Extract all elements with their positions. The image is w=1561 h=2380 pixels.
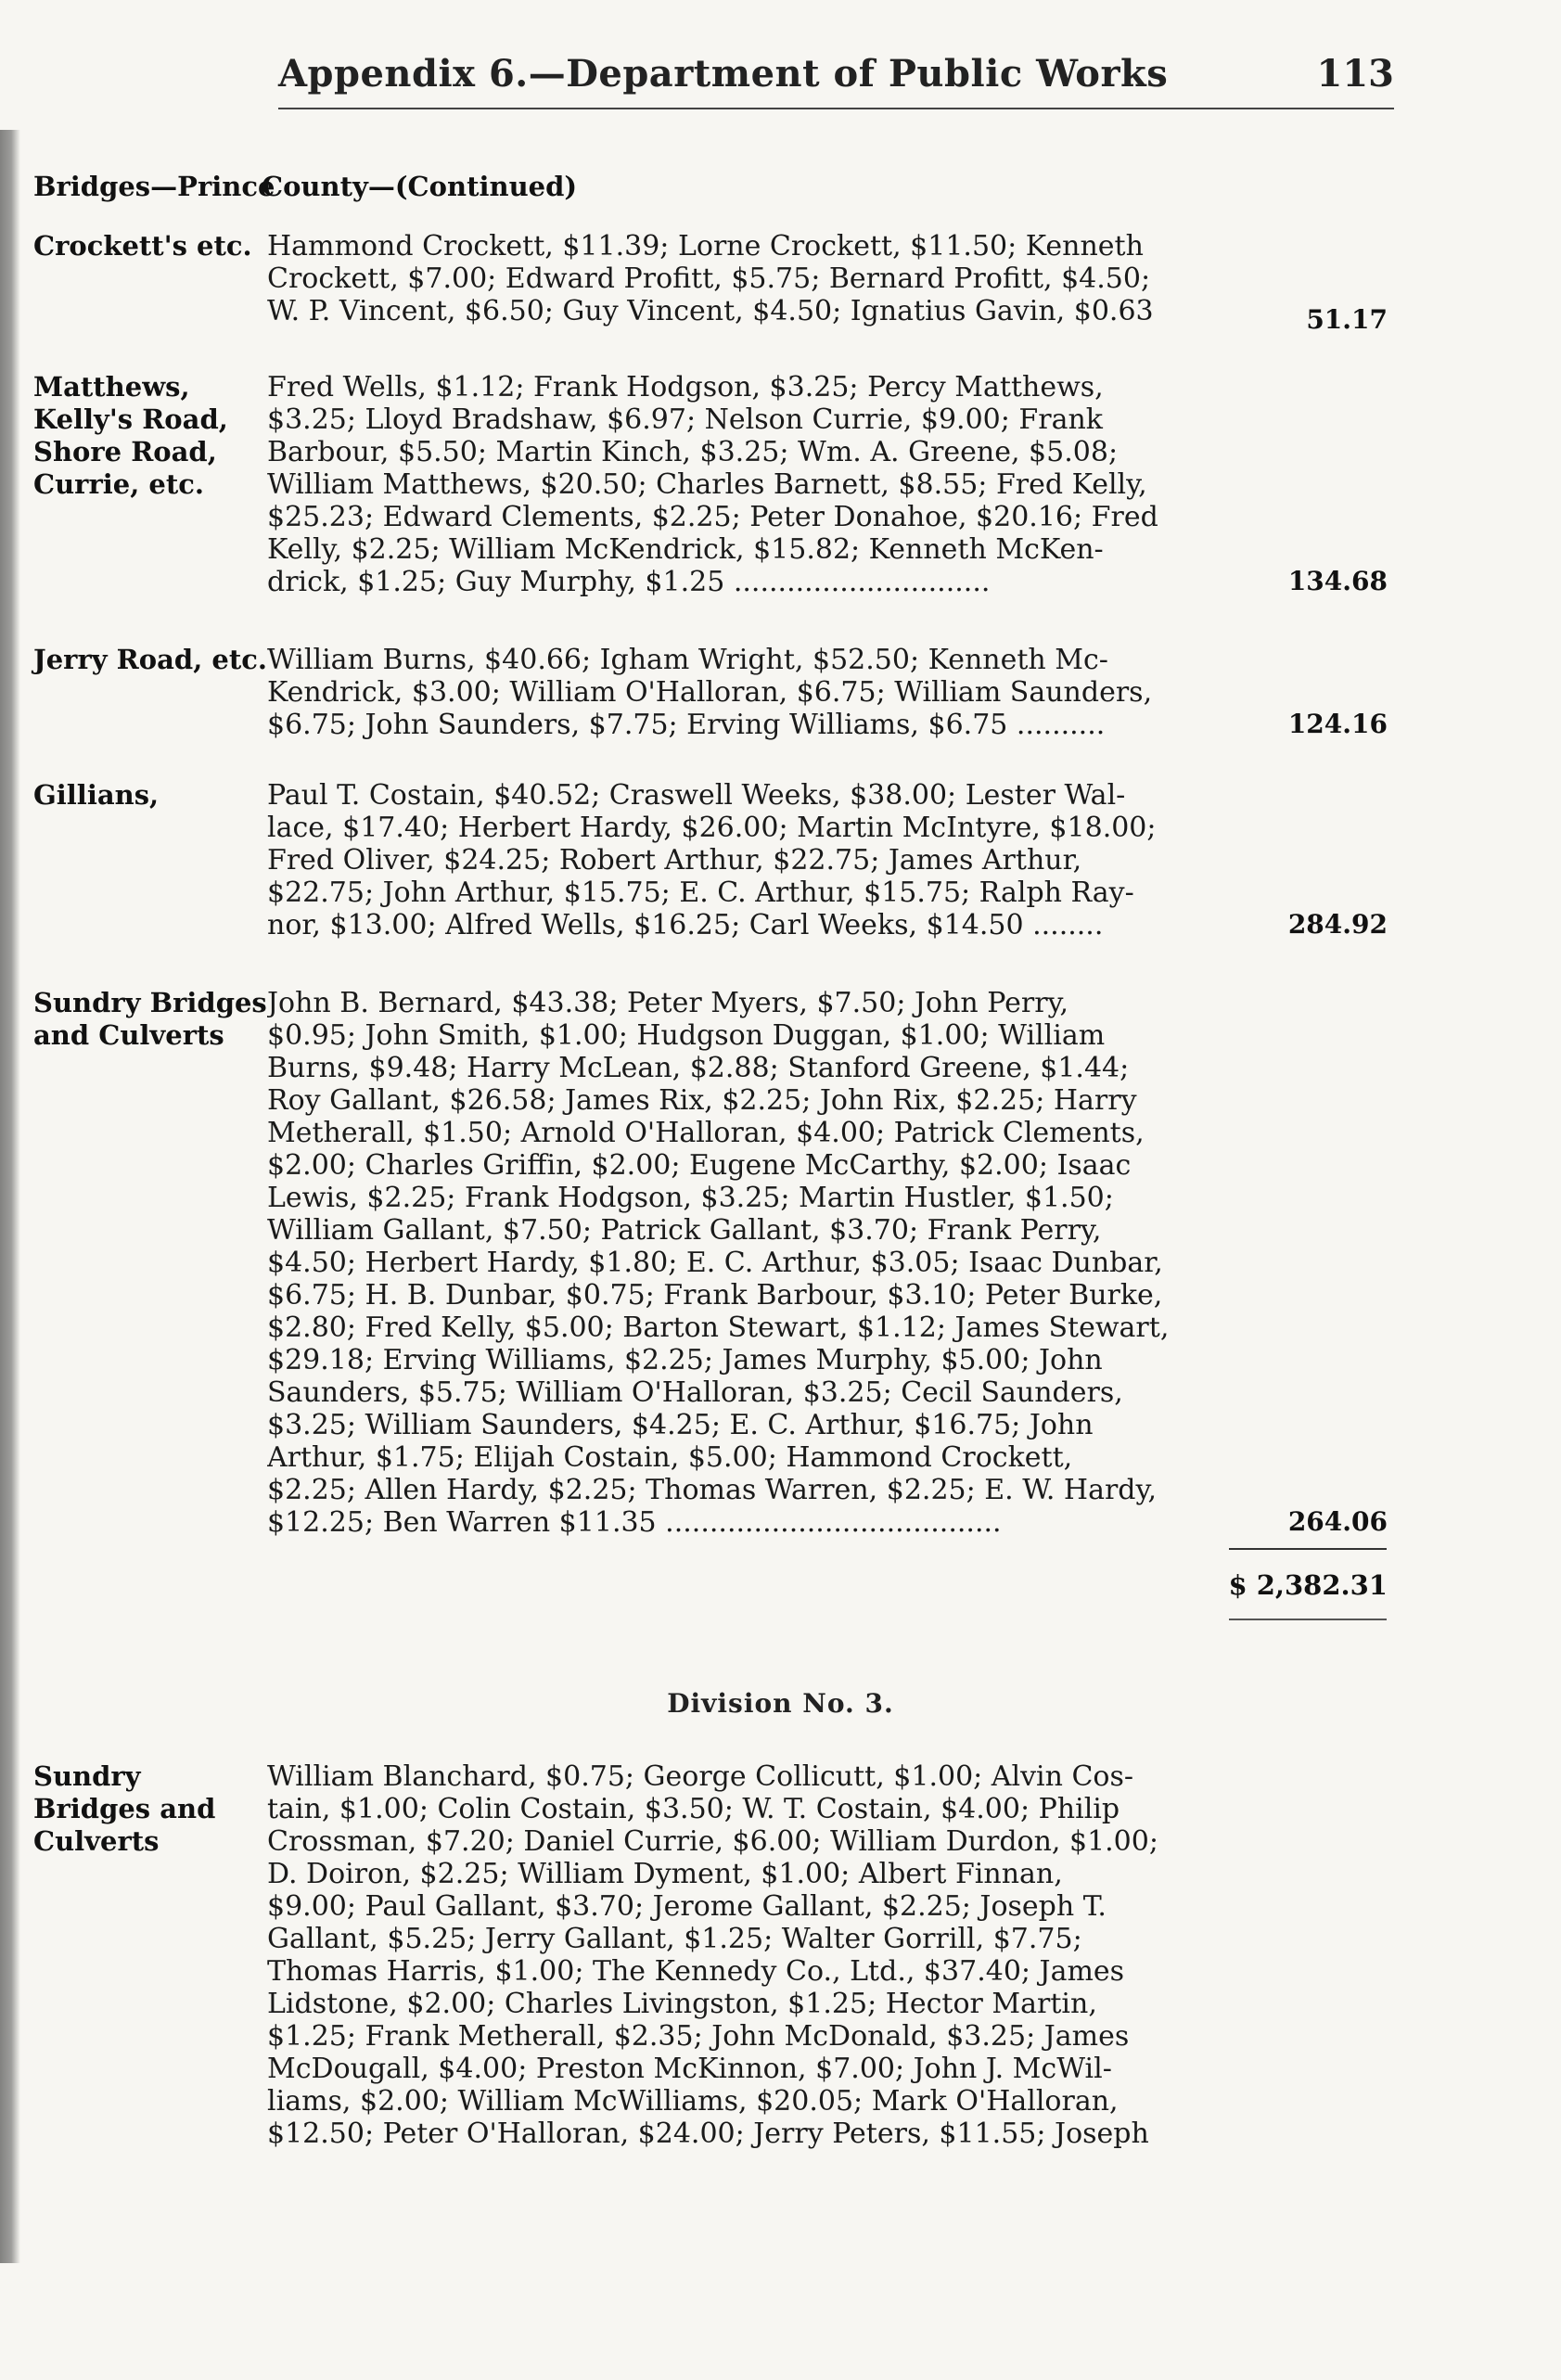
payee-line: D. Doiron, $2.25; William Dyment, $1.00; Albert Finnan,: [267, 1858, 1063, 1890]
payee-line: Saunders, $5.75; William O'Halloran, $3.25; Cecil Saunders,: [267, 1376, 1123, 1409]
payee-line: $22.75; John Arthur, $15.75; E. C. Arthur, $15.75; Ralph Ray-: [267, 877, 1134, 909]
location-line: Gillians,: [33, 779, 160, 811]
entry-payees: [267, 371, 1213, 598]
location-line: Sundry Bridges: [33, 987, 267, 1018]
payee-line: $4.50; Herbert Hardy, $1.80; E. C. Arthur, $3.05; Isaac Dunbar,: [267, 1247, 1163, 1279]
payee-line: Thomas Harris, $1.00; The Kennedy Co., Ltd., $37.40; James: [267, 1955, 1125, 1988]
payee-line: Roy Gallant, $26.58; James Rix, $2.25; John Rix, $2.25; Harry: [267, 1084, 1137, 1117]
payee-line: Arthur, $1.75; Elijah Costain, $5.00; Hammond Crockett,: [267, 1441, 1073, 1474]
payee-line: $2.00; Charles Griffin, $2.00; Eugene McCarthy, $2.00; Isaac: [267, 1149, 1132, 1182]
entry-payees: [267, 1760, 1213, 2150]
binding-shadow: [0, 130, 20, 2263]
entry-location-label: [33, 779, 237, 812]
payee-line: William Gallant, $7.50; Patrick Gallant, $3.70; Frank Perry,: [267, 1214, 1102, 1247]
payee-line: lace, $17.40; Herbert Hardy, $26.00; Martin McIntyre, $18.00;: [267, 812, 1157, 844]
payee-line: Lewis, $2.25; Frank Hodgson, $3.25; Martin Hustler, $1.50;: [267, 1182, 1114, 1214]
payee-line: Gallant, $5.25; Jerry Gallant, $1.25; Walter Gorrill, $7.75;: [267, 1923, 1082, 1955]
payee-line: $12.50; Peter O'Halloran, $24.00; Jerry Peters, $11.55; Joseph: [267, 2118, 1149, 2150]
entry-location-label: [33, 644, 267, 676]
page-number: 113: [1316, 52, 1394, 96]
payee-line: $9.00; Paul Gallant, $3.70; Jerome Gallant, $2.25; Joseph T.: [267, 1890, 1107, 1923]
payee-line: Fred Wells, $1.12; Frank Hodgson, $3.25; Percy Matthews,: [267, 371, 1104, 403]
payee-line: John B. Bernard, $43.38; Peter Myers, $7.50; John Perry,: [267, 987, 1069, 1019]
payee-line: William Blanchard, $0.75; George Collicutt, $1.00; Alvin Cos-: [267, 1760, 1134, 1793]
entry-payees: [267, 644, 1213, 741]
entry-amount: 51.17: [1306, 304, 1388, 335]
payee-line: tain, $1.00; Colin Costain, $3.50; W. T. Costain, $4.00; Philip: [267, 1793, 1120, 1825]
entry-amount: 284.92: [1287, 909, 1388, 940]
payee-line: Hammond Crockett, $11.39; Lorne Crockett, $11.50; Kenneth: [267, 230, 1144, 262]
grand-total: $ 2,382.31: [1228, 1569, 1388, 1601]
payee-line: $12.25; Ben Warren $11.35 ......................................: [267, 1506, 1002, 1539]
entry-payees: [267, 987, 1213, 1539]
payee-line: Burns, $9.48; Harry McLean, $2.88; Stanford Greene, $1.44;: [267, 1052, 1130, 1084]
section-heading: [33, 171, 578, 202]
entry-amount: 124.16: [1287, 709, 1388, 739]
location-line: Jerry Road, etc.: [33, 644, 267, 675]
location-line: Culverts: [33, 1825, 160, 1857]
entry-payees: [267, 779, 1213, 941]
payee-line: Barbour, $5.50; Martin Kinch, $3.25; Wm. A. Greene, $5.08;: [267, 436, 1119, 468]
payee-line: Kelly, $2.25; William McKendrick, $15.82; Kenneth McKen-: [267, 533, 1104, 566]
running-title: Appendix 6.—Department of Public Works: [278, 52, 1169, 96]
payee-line: Paul T. Costain, $40.52; Craswell Weeks, $38.00; Lester Wal-: [267, 779, 1126, 812]
payee-line: $6.75; H. B. Dunbar, $0.75; Frank Barbour, $3.10; Peter Burke,: [267, 1279, 1163, 1312]
payee-line: $6.75; John Saunders, $7.75; Erving Williams, $6.75 ..........: [267, 709, 1106, 741]
location-line: Kelly's Road,: [33, 403, 228, 435]
location-line: Crockett's etc.: [33, 230, 252, 262]
location-line: Currie, etc.: [33, 468, 204, 500]
payee-line: Metherall, $1.50; Arnold O'Halloran, $4.00; Patrick Clements,: [267, 1117, 1145, 1149]
payee-line: McDougall, $4.00; Preston McKinnon, $7.00; John J. McWil-: [267, 2053, 1112, 2085]
section-heading-left: Bridges—Prince: [33, 171, 275, 202]
location-line: Matthews,: [33, 371, 190, 403]
section-heading-right: County—(Continued): [262, 171, 578, 202]
division-heading: Division No. 3.: [667, 1688, 894, 1719]
entry-location-label: [33, 230, 252, 262]
payee-line: drick, $1.25; Guy Murphy, $1.25 .............................: [267, 566, 991, 598]
payee-line: $3.25; Lloyd Bradshaw, $6.97; Nelson Currie, $9.00; Frank: [267, 403, 1103, 436]
total-rule-bottom: [1229, 1619, 1387, 1620]
payee-line: Crockett, $7.00; Edward Profitt, $5.75; Bernard Profitt, $4.50;: [267, 262, 1151, 295]
payee-line: nor, $13.00; Alfred Wells, $16.25; Carl Weeks, $14.50 ........: [267, 909, 1104, 941]
payee-line: $29.18; Erving Williams, $2.25; James Murphy, $5.00; John: [267, 1344, 1103, 1376]
payee-line: William Matthews, $20.50; Charles Barnett, $8.55; Fred Kelly,: [267, 468, 1147, 501]
location-line: Bridges and: [33, 1793, 216, 1824]
running-head: [278, 52, 1394, 109]
total-rule: [1229, 1548, 1387, 1550]
entry-location-label: [33, 1760, 237, 1858]
location-line: and Culverts: [33, 1019, 224, 1051]
payee-line: $2.80; Fred Kelly, $5.00; Barton Stewart, $1.12; James Stewart,: [267, 1312, 1170, 1344]
entry-amount: 264.06: [1287, 1506, 1388, 1537]
location-line: Shore Road,: [33, 436, 217, 467]
payee-line: Fred Oliver, $24.25; Robert Arthur, $22.75; James Arthur,: [267, 844, 1082, 877]
entry-location-label: [33, 371, 237, 501]
payee-line: W. P. Vincent, $6.50; Guy Vincent, $4.50; Ignatius Gavin, $0.63: [267, 295, 1154, 327]
payee-line: $25.23; Edward Clements, $2.25; Peter Donahoe, $20.16; Fred: [267, 501, 1158, 533]
payee-line: Lidstone, $2.00; Charles Livingston, $1.25; Hector Martin,: [267, 1988, 1097, 2020]
entry-payees: [267, 230, 1213, 327]
location-line: Sundry: [33, 1760, 141, 1792]
payee-line: Crossman, $7.20; Daniel Currie, $6.00; William Durdon, $1.00;: [267, 1825, 1158, 1858]
entry-amount: 134.68: [1287, 566, 1388, 596]
payee-line: Kendrick, $3.00; William O'Halloran, $6.75; William Saunders,: [267, 676, 1153, 709]
payee-line: William Burns, $40.66; Igham Wright, $52.50; Kenneth Mc-: [267, 644, 1108, 676]
payee-line: $0.95; John Smith, $1.00; Hudgson Duggan, $1.00; William: [267, 1019, 1106, 1052]
payee-line: liams, $2.00; William McWilliams, $20.05; Mark O'Halloran,: [267, 2085, 1119, 2118]
payee-line: $2.25; Allen Hardy, $2.25; Thomas Warren, $2.25; E. W. Hardy,: [267, 1474, 1158, 1506]
payee-line: $1.25; Frank Metherall, $2.35; John McDonald, $3.25; James: [267, 2020, 1130, 2053]
entry-location-label: [33, 987, 267, 1052]
payee-line: $3.25; William Saunders, $4.25; E. C. Arthur, $16.75; John: [267, 1409, 1094, 1441]
